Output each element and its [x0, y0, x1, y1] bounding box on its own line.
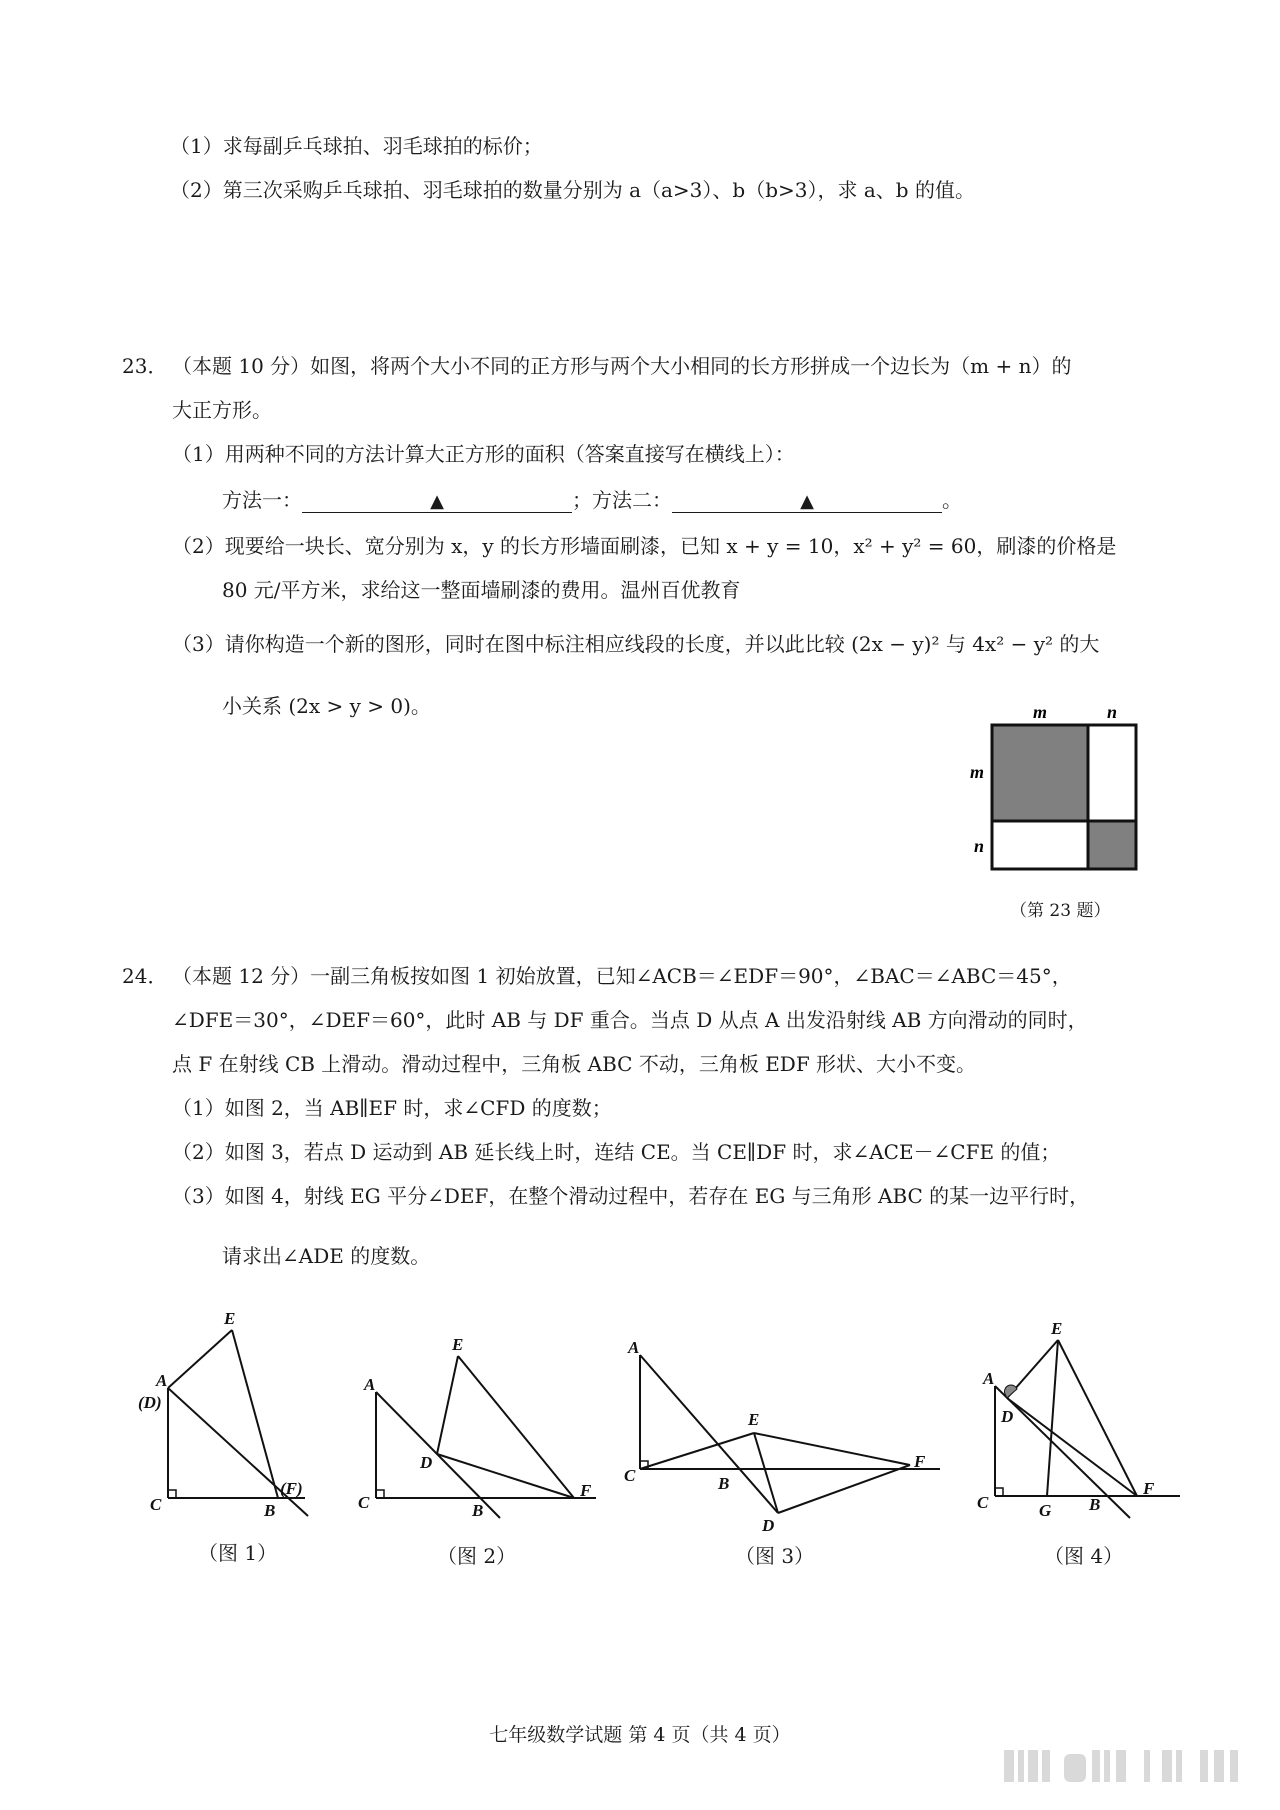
fig2-label-B: B: [472, 1501, 484, 1520]
figure-3-caption: （图 3）: [735, 1544, 815, 1568]
fig1-label-B: B: [264, 1501, 276, 1520]
q23-number: 23．: [122, 354, 168, 378]
q23-part1: （1）用两种不同的方法计算大正方形的面积（答案直接写在横线上）：: [172, 442, 795, 466]
figure-2: [352, 1330, 602, 1530]
method2-answer-blank[interactable]: ▲: [672, 488, 942, 513]
label-left-n: n: [973, 836, 984, 856]
label-top-n: n: [1106, 702, 1118, 722]
fig2-label-A: A: [364, 1375, 376, 1394]
corner-bars-icon: [1004, 1746, 1254, 1786]
method1-label: 方法一：: [222, 488, 302, 512]
fig2-label-E: E: [452, 1335, 464, 1354]
fig1-label-D: (D): [138, 1393, 162, 1412]
fig2-label-F: F: [580, 1481, 592, 1500]
fig1-label-E: E: [224, 1309, 236, 1328]
method2-label: ；方法二：: [572, 488, 672, 512]
page-footer: 七年级数学试题 第 4 页（共 4 页）: [489, 1724, 791, 1746]
q22-part1: （1）求每副乒乓球拍、羽毛球拍的标价；: [170, 134, 543, 158]
q24-intro-line3: 点 F 在射线 CB 上滑动。滑动过程中，三角板 ABC 不动，三角板 EDF 形状、大小不变。: [172, 1052, 977, 1076]
q22-part2: （2）第三次采购乒乓球拍、羽毛球拍的数量分别为 a（a>3）、b（b>3），求 a、b 的值。: [170, 178, 975, 202]
q24-part3-line1: （3）如图 4，射线 EG 平分∠DEF，在整个滑动过程中，若存在 EG 与三角形 ABC 的某一边平行时，: [172, 1184, 1090, 1208]
q23-figure-caption: （第 23 题）: [1010, 901, 1111, 921]
fig3-label-E: E: [748, 1410, 760, 1429]
fig1-label-F: (F): [280, 1479, 303, 1498]
big-square-m: [992, 725, 1088, 821]
fig3-label-B: B: [718, 1474, 730, 1493]
small-square-n: [1088, 821, 1136, 869]
q24-intro-line1: （本题 12 分）一副三角板按如图 1 初始放置，已知∠ACB＝∠EDF＝90°，∠BAC＝∠ABC＝45°，: [172, 964, 1072, 988]
q23-intro-line2: 大正方形。: [172, 398, 272, 422]
q23-part3-line1: （3）请你构造一个新的图形，同时在图中标注相应线段的长度，并以此比较 (2x − y)² 与 4x² − y² 的大: [172, 632, 1100, 656]
q24-part2: （2）如图 3，若点 D 运动到 AB 延长线上时，连结 CE。当 CE∥DF 时，求∠ACE－∠CFE 的值；: [172, 1140, 1061, 1164]
fig3-label-C: C: [624, 1466, 636, 1485]
fig3-label-D: D: [762, 1516, 775, 1535]
fig4-label-F: F: [1143, 1479, 1155, 1498]
fig4-label-B: B: [1089, 1495, 1101, 1514]
q23-part2-line1: （2）现要给一块长、宽分别为 x，y 的长方形墙面刷漆，已知 x + y = 10，x² + y² = 60，刷漆的价格是: [172, 534, 1117, 558]
q23-intro-line1: （本题 10 分）如图，将两个大小不同的正方形与两个大小相同的长方形拼成一个边长为（m + n）的: [172, 354, 1072, 378]
q24-number: 24．: [122, 964, 168, 988]
fig1-label-C: C: [150, 1495, 162, 1514]
method1-answer-blank[interactable]: ▲: [302, 488, 572, 513]
fig1-label-A: A: [156, 1371, 168, 1390]
figure-4: [965, 1310, 1185, 1530]
q23-part3-line2: 小关系 (2x > y > 0)。: [222, 694, 431, 718]
figure-3: [620, 1335, 950, 1535]
label-left-m: m: [969, 762, 984, 782]
q23-part2-line2: 80 元/平方米，求给这一整面墙刷漆的费用。温州百优教育: [222, 578, 741, 602]
figure-4-caption: （图 4）: [1044, 1544, 1124, 1568]
fig4-label-E: E: [1051, 1319, 1063, 1338]
fig4-label-G: G: [1039, 1501, 1052, 1520]
label-top-m: m: [1032, 702, 1048, 722]
fig4-label-D: D: [1001, 1407, 1014, 1426]
fig3-label-A: A: [628, 1338, 640, 1357]
fig3-label-F: F: [914, 1452, 926, 1471]
figure-1-caption: （图 1）: [198, 1541, 278, 1565]
fig2-label-C: C: [358, 1493, 370, 1512]
q24-part3-line2: 请求出∠ADE 的度数。: [222, 1244, 431, 1268]
figure-2-caption: （图 2）: [437, 1544, 517, 1568]
fig4-label-C: C: [977, 1493, 989, 1512]
fig2-label-D: D: [420, 1453, 433, 1472]
fig4-label-A: A: [983, 1369, 995, 1388]
q23-methods: [222, 486, 962, 514]
q24-intro-line2: ∠DFE＝30°，∠DEF＝60°，此时 AB 与 DF 重合。当点 D 从点 A 出发沿射线 AB 方向滑动的同时，: [172, 1008, 1088, 1032]
q23-figure: [960, 700, 1150, 890]
method-end: 。: [942, 488, 962, 512]
q24-part1: （1）如图 2，当 AB∥EF 时，求∠CFD 的度数；: [172, 1096, 612, 1120]
figure-1: [130, 1300, 320, 1530]
